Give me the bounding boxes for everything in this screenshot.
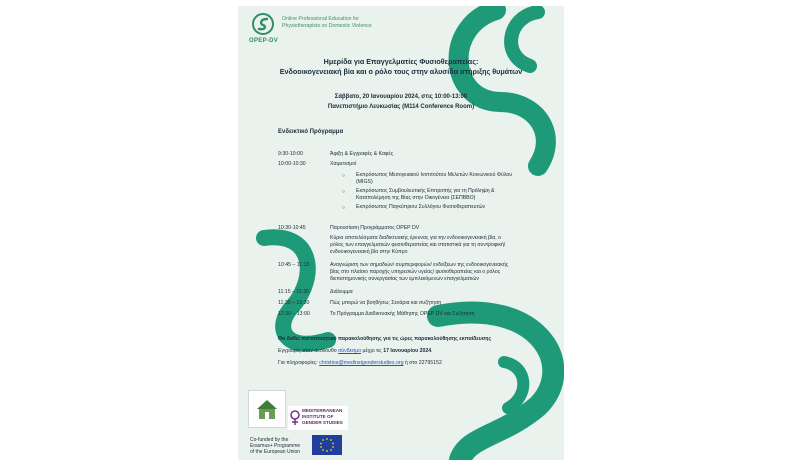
program-text-4c: διεπιστημονικής συνεργασίας των εμπλεκόμενων επαγγελματιών — [330, 276, 480, 282]
org-line-1: Online Professional Education for — [282, 16, 359, 22]
registration-line: Εγγραφές στον ακόλουθο σύνδεσμο μέχρι τις 17 Ιανουαρίου 2024. — [278, 348, 433, 354]
reg-date: 17 Ιανουαρίου 2024 — [383, 348, 432, 354]
program-time-4: 10:45 – 11:15 — [278, 262, 310, 268]
program-text-1: Άφιξη & Εγγραφές & Καφές — [330, 151, 394, 157]
cofund-line-3: of the European Union — [250, 449, 301, 455]
program-time-5: 11:15 – 11:30 — [278, 289, 309, 295]
swirl-top-right-outer — [459, 10, 546, 166]
info-email-link[interactable]: christina@medinstgenderstudies.org — [319, 360, 404, 366]
cofund-line-2: Erasmus+ Programme — [250, 443, 301, 449]
info-phone: ή στο 22795152 — [404, 360, 442, 366]
program-text-3b: Κύρια αποτελέσματα διαδικτυακής έρευνας για την ενδοοικογενειακή βία, ο — [330, 235, 502, 241]
swirl-bottom-right-outer — [438, 312, 553, 460]
program-text-3c: ρόλος των επαγγελματιών φυσιοθεραπείας και στατιστικά για τη συντροφική/ — [330, 242, 506, 248]
program-text-4a: Αναγνώριση των σημαδιών/ συμπεριφορών/ ενδείξεων της ενδοοικογενειακής — [330, 262, 509, 268]
org-brand: OPEP-DV — [249, 38, 279, 44]
migs-line-1: MEDITERRANEAN — [302, 408, 343, 413]
title-line-2: Ενδοοικογενειακή βία και ο ρόλο τους στην αλυσίδα στήριξης θυμάτων — [279, 67, 523, 76]
opep-logo-mark — [254, 15, 272, 33]
greeting-1a: Εκπρόσωπος Μεσογειακού Ινστιτούτου Μελετών Κοινωνικού Φύλου — [356, 172, 513, 178]
program-heading: Ενδεικτικό Πρόγραμμα — [278, 129, 344, 135]
program-time-6: 11:30 – 12:30 — [278, 300, 310, 306]
registration-link[interactable]: σύνδεσμο — [338, 348, 362, 354]
reg-prefix: Εγγραφές στον ακόλουθο — [278, 348, 337, 354]
program-text-5: Διάλειμμα — [330, 289, 353, 295]
cofund-text — [250, 437, 300, 455]
event-venue: Πανεπιστήμιο Λευκωσίας (M114 Conference Room) — [327, 104, 475, 110]
program-text-2: Χαιρετισμοί — [330, 161, 357, 167]
certificate-notice: Θα δοθεί πιστοποιητικό παρακολούθησης για τις ώρες παρακολούθησης εκπαίδευσης — [278, 336, 492, 342]
poster — [238, 6, 564, 460]
program-text-3d: ενδοοικογενειακή βία στην Κύπρο — [330, 249, 408, 255]
program-text-7: Το Πρόγραμμα Διαδικτυακής Μάθησης OPEP DV και Συζήτηση — [330, 311, 475, 317]
greeting-1b: (MIGS) — [356, 179, 373, 185]
program-text-6: Πώς μπορώ να βοηθήσω; Σενάρια και συζήτηση — [330, 300, 442, 306]
bullet-3: ○ — [342, 205, 346, 211]
org-line-2: Physiotherapists on Domestic Violence — [282, 23, 372, 29]
greeting-3: Εκπρόσωπος Παγκύπριου Συλλόγου Φυσιοθεραπευτών — [356, 204, 486, 210]
info-line — [278, 360, 442, 366]
gender-symbol-icon — [289, 409, 301, 427]
migs-logo — [288, 406, 348, 430]
program-time-1: 9:30-10:00 — [278, 151, 303, 157]
greeting-2a: Εκπρόσωπος Συμβουλευτικής Επιτροπής για τη Πρόληψη & — [356, 188, 495, 194]
bullet-1: ○ — [342, 173, 346, 179]
eu-flag — [312, 435, 342, 455]
migs-text — [302, 408, 343, 426]
program-time-3: 10:30-10:45 — [278, 225, 306, 231]
bullet-2: ○ — [342, 189, 346, 195]
opep-logo — [252, 13, 274, 35]
program-time-7: 12:30 – 13:00 — [278, 311, 310, 317]
event-date: Σάββατο, 20 Ιανουαρίου 2024, στις 10:00-13:00 — [334, 94, 468, 100]
program-text-3a: Παρουσίαση Προγράμματος OPEP DV — [330, 225, 420, 231]
eu-stars-icon — [312, 435, 342, 455]
house-icon — [249, 391, 285, 427]
program-time-2: 10:00-10:30 — [278, 161, 306, 167]
greeting-2b: Καταπολέμηση της Βίας στην Οικογένεια (ΣΕΠΒΒΟ) — [356, 195, 476, 201]
info-prefix: Για πληροφορίες: — [278, 360, 318, 366]
title-line-1: Ημερίδα για Επαγγελματίες Φυσιοθεραπείας: — [323, 57, 479, 66]
partner-logo-house — [248, 390, 286, 428]
migs-line-3: GENDER STUDIES — [302, 420, 343, 425]
cofund-line-1: Co-funded by the — [250, 437, 289, 443]
program-text-4b: βίας στο πλαίσιο παροχής υπηρεσιών υγείας/ φυσιοθεραπείας και ο ρόλος — [330, 269, 501, 275]
swirl-bottom-right-inner — [504, 362, 523, 408]
migs-line-2: INSTITUTE OF — [302, 414, 334, 419]
reg-mid: μέχρι τις — [362, 348, 382, 354]
